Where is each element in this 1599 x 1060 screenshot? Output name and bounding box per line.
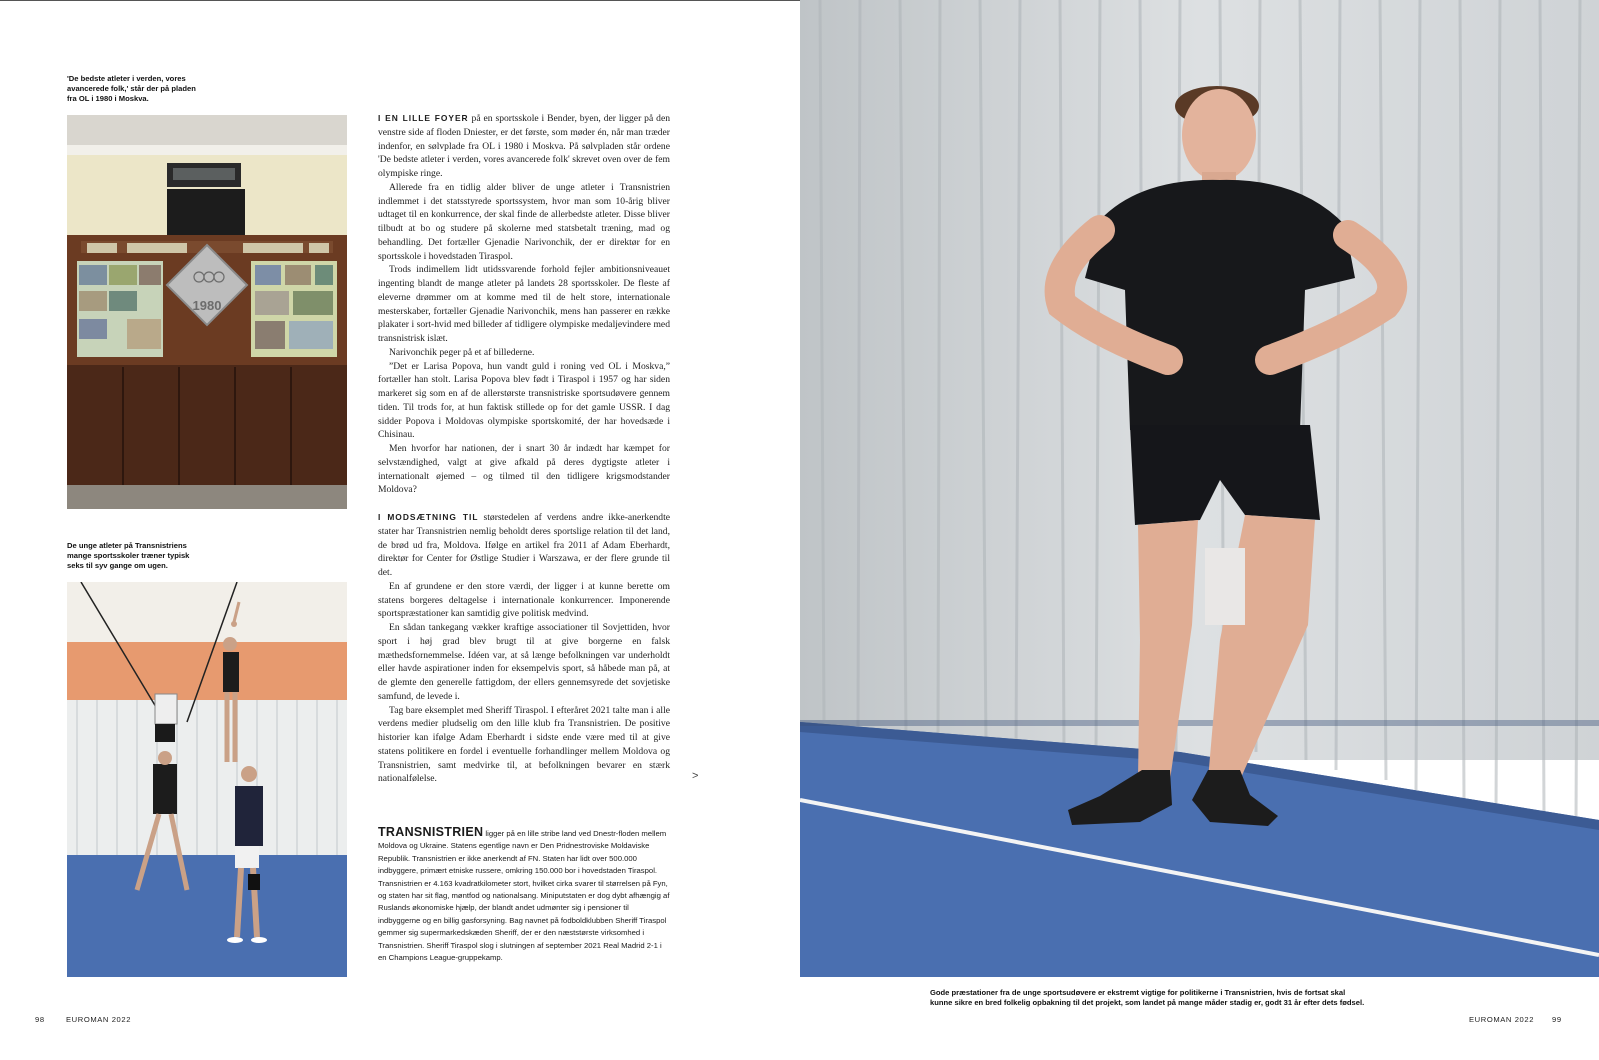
factbox-transnistria xyxy=(378,826,670,964)
article-paragraph: Allerede fra en tidlig alder bliver de unge atleter i Transnistrien indlemmet i det statsstyrede sportssystem, hvor man som 10-årig bliver udtaget til en konkurrence, der skal finde de allerbedste atleter. Disse bliver tilbudt at bo og studere på skolerne med statsbetalt træning, mad og behandling. Det fortæller Gjenadie Narivonchik, der er direktør for en sportsskole i hovedstaden Tiraspol. xyxy=(378,181,670,262)
magazine-name-left: EUROMAN 2022 xyxy=(66,1015,132,1024)
paragraph-text: på en sportsskole i Bender, byen, der ligger på den venstre side af floden Dniester, er det første, som møder én, når man træder indenfor, en sølvplade fra OL i 1980 i Moskva. På sølvpladen står ordene 'De bedste atleter i verden, vores avancerede folk' skrevet oven over de fem olympiske ringe. xyxy=(378,113,670,179)
article-paragraph: En af grundene er den store værdi, der ligger i at kunne berette om statens borgeres deltagelse i internationale konkurrencer. Imponerende sportspræstationer kan samtidig give politisk medvind. xyxy=(378,580,670,620)
caption-line: avancerede folk,' står der på pladen xyxy=(67,84,196,93)
page-number-left: 98 xyxy=(35,1015,45,1024)
continue-arrow-icon: > xyxy=(692,770,699,782)
article-body xyxy=(378,112,670,786)
caption-line: mange sportsskoler træner typisk xyxy=(67,551,190,560)
article-paragraph: En sådan tankegang vækker kraftige associationer til Sovjettiden, hvor sport i høj grad blev brugt til at give borgerne en falsk mæthedsfornemmelse. Idéen var, at så længe befolkningen var underholdt eller havde aspirationer inden for eksempelvis sport, så håbede man på, at de glemte den generelle fattigdom, der ellers gennemsyrede det sovjetiske samfund, de levede i. xyxy=(378,622,670,702)
caption-gymnast xyxy=(930,988,1490,1008)
article-paragraph: Men hvorfor har nationen, der i snart 30 år indædt har kæmpet for selvstændighed, valgt at give afkald på deres dygtigste atleter i internationalt øjemed – og tilmed til den tidligere krigsmodstander Moldova? xyxy=(378,443,670,496)
page-number-right: 99 xyxy=(1552,1015,1562,1024)
section-gap xyxy=(378,497,670,511)
article-paragraph: Tag bare eksemplet med Sheriff Tiraspol. I efteråret 2021 talte man i alle verdens medier pludselig om den lille klub fra Transnistrien. De positive historier kan ifølge Adam Eberhardt i sidste ende være med til at give statens politikere en fordel i eventuelle forhandlinger mellem Moldova og Transnistrien, samt medvirke til, at befolkningen bevarer en stærk nationalfølelse. xyxy=(378,704,670,785)
caption-line: De unge atleter på Transnistriens xyxy=(67,541,187,550)
caption-line: fra OL i 1980 i Moskva. xyxy=(67,94,149,103)
photo-acrobatics xyxy=(67,582,347,977)
paragraph-text: størstedelen af verdens andre ikke-anerkendte stater har Transnistrien nemlig beholdt deres sportslige relation til det land, de brød ud fra, Moldova. Ifølge en artikel fra 2011 af Adam Eberhardt, direktør for Center for Østlige Studier i Warszawa, er der flere grunde til det. xyxy=(378,512,670,578)
article-paragraph: Narivonchik peger på et af billederne. xyxy=(389,346,535,358)
article-paragraph xyxy=(378,112,670,181)
photo-foyer xyxy=(67,115,347,509)
factbox-text: ligger på en lille stribe land ved Dnestr-floden mellem Moldova og Ukraine. Statens egentlige navn er Den Pridnestroviske Moldaviske Republik. Transnistrien er ikke anerkendt af FN. Staten har lidt over 500.000 indbyggere, primært etniske russere, omkring 150.000 bor i hovedstaden Tiraspol. Transnistrien er 4.163 kvadratkilometer stort, hvilket cirka svarer til størrelsen på Fyn, og staten har sit flag, møntfod og nationalsang. Miniputstaten er dog dybt afhængig af Ruslands økonomiske hjælp, der blandt andet udmønter sig i pensioner til indbyggerne og en billig gasforsyning. Bag navnet på fodboldklubben Sheriff Tiraspol gemmer sig supermarkedskæden Sheriff, der er den næststørste virksomhed i Transnistrien. Sheriff Tiraspol slog i slutningen af september 2021 Real Madrid 2-1 i en Champions League-gruppekamp. xyxy=(378,829,670,963)
caption-line: seks til syv gange om ugen. xyxy=(67,561,168,570)
caption-foyer xyxy=(67,74,227,104)
plaque-year: 1980 xyxy=(192,298,222,313)
article-lead: I MODSÆTNING TIL xyxy=(378,512,479,522)
acrobatics-illustration xyxy=(67,582,347,977)
foyer-illustration xyxy=(67,115,347,509)
article-paragraph: Trods indimellem lidt utidssvarende forhold fejler ambitionsniveauet ingenting blandt de mange atleter på landets 28 sportsskoler. De fleste af eleverne drømmer om at komme med til de helt store, internationale mesterskaber, fortæller Gjenadie Narivonchik, mens han passerer en række plakater i sort-hvid med billeder af tidligere olympiske medaljevindere med transnistrisk islæt. xyxy=(378,264,670,344)
caption-line: 'De bedste atleter i verden, vores xyxy=(67,74,186,83)
factbox-heading: TRANSNISTRIEN xyxy=(378,825,484,839)
gymnast-illustration xyxy=(800,0,1599,977)
article-paragraph: ”Det er Larisa Popova, hun vandt guld i roning ved OL i Moskva,” fortæller han stolt. Larisa Popova blev født i Tiraspol i 1957 og har siden markeret sig som en af de allerstørste transnistriske sportsudøvere gennem tiden. Til trods for, at hun faktisk stillede op for det gamle USSR. I dag sidder Popova i Moldovas olympiske sportskomité, der har hovedsæde i Chisinau. xyxy=(378,360,670,441)
photo-gymnast xyxy=(800,0,1599,977)
caption-athletes xyxy=(67,541,227,571)
top-border xyxy=(0,0,800,1)
article-lead: I EN LILLE FOYER xyxy=(378,113,469,123)
caption-line: Gode præstationer fra de unge sportsudøvere er ekstremt vigtige for politikerne i Transnistrien, hvis de fortsat skal xyxy=(930,988,1346,997)
caption-line: kunne sikre en bred folkelig opbakning til det projekt, som landet på mange måder stadig er, godt 31 år efter dets fødsel. xyxy=(930,998,1365,1007)
article-paragraph xyxy=(378,511,670,580)
magazine-name-right: EUROMAN 2022 xyxy=(1469,1015,1535,1024)
